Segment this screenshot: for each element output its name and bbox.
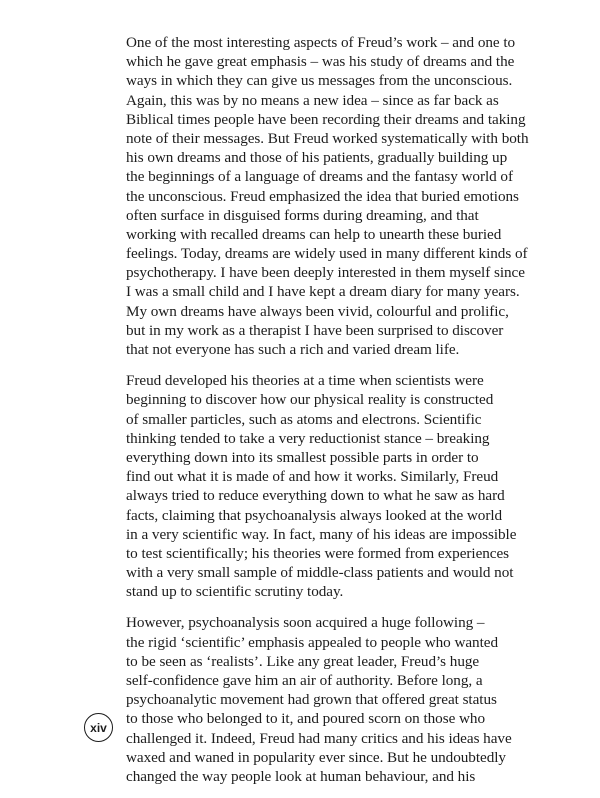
text-line: ways in which they can give us messages from the unconscious. — [126, 72, 513, 90]
text-line: changed the way people look at human behaviour, and his — [126, 767, 476, 785]
text-line: However, psychoanalysis soon acquired a huge following – — [126, 614, 485, 632]
text-line: the beginnings of a language of dreams and the fantasy world of — [126, 168, 513, 186]
text-line: his own dreams and those of his patients, gradually building up — [126, 149, 508, 167]
text-line: with a very small sample of middle-class patients and would not — [126, 564, 514, 582]
text-line: find out what it is made of and how it works. Similarly, Freud — [126, 468, 499, 486]
text-line: challenged it. Indeed, Freud had many critics and his ideas have — [126, 729, 512, 747]
text-line: beginning to discover how our physical reality is constructed — [126, 391, 494, 409]
text-line: note of their messages. But Freud worked systematically with both — [126, 129, 529, 147]
text-line: thinking tended to take a very reductionist stance – breaking — [126, 429, 490, 447]
text-line: facts, claiming that psychoanalysis always looked at the world — [126, 506, 503, 524]
text-line: Biblical times people have been recording their dreams and taking — [126, 110, 526, 128]
text-line: feelings. Today, dreams are widely used in many different kinds of — [126, 245, 528, 263]
text-line: always tried to reduce everything down to what he saw as hard — [126, 487, 505, 505]
page-number: xiv — [84, 713, 113, 742]
text-line: to be seen as ‘realists’. Like any great leader, Freud’s huge — [126, 652, 480, 670]
text-line: working with recalled dreams can help to unearth these buried — [126, 225, 502, 243]
text-line: One of the most interesting aspects of Freud’s work – and one to — [126, 34, 516, 51]
text-line: Again, this was by no means a new idea – since as far back as — [126, 91, 499, 109]
text-line: in a very scientific way. In fact, many of his ideas are impossible — [126, 525, 517, 543]
text-line: My own dreams have always been vivid, colourful and prolific, — [126, 302, 509, 320]
paragraph-following — [126, 613, 516, 786]
text-line: the unconscious. Freud emphasized the idea that buried emotions — [126, 187, 519, 205]
text-line: psychoanalytic movement had grown that offered great status — [126, 691, 497, 709]
text-line: that not everyone has such a rich and varied dream life. — [126, 341, 460, 358]
text-line: to those who belonged to it, and poured scorn on those who — [126, 710, 486, 728]
text-line: self-confidence gave him an air of authority. Before long, a — [126, 672, 483, 689]
text-line: which he gave great emphasis – was his study of dreams and the — [126, 53, 515, 71]
text-line: everything down into its smallest possible parts in order to — [126, 448, 479, 466]
text-line: of smaller particles, such as atoms and electrons. Scientific — [126, 410, 482, 428]
text-line: but in my work as a therapist I have been surprised to discover — [126, 321, 504, 339]
page-body — [126, 33, 529, 798]
text-line: I was a small child and I have kept a dream diary for many years. — [126, 283, 520, 301]
text-line: to test scientifically; his theories were formed from experiences — [126, 544, 510, 562]
text-line: Freud developed his theories at a time when scientists were — [126, 372, 484, 390]
text-line: waxed and waned in popularity ever since. But he undoubtedly — [126, 748, 506, 766]
paragraph-dreams — [126, 33, 529, 359]
text-line: psychotherapy. I have been deeply interested in them myself since — [126, 264, 525, 282]
paragraph-science — [126, 371, 516, 601]
text-line: the rigid ‘scientific’ emphasis appealed to people who wanted — [126, 633, 499, 651]
text-line: stand up to scientific scrutiny today. — [126, 583, 344, 601]
text-line: often surface in disguised forms during dreaming, and that — [126, 206, 479, 224]
